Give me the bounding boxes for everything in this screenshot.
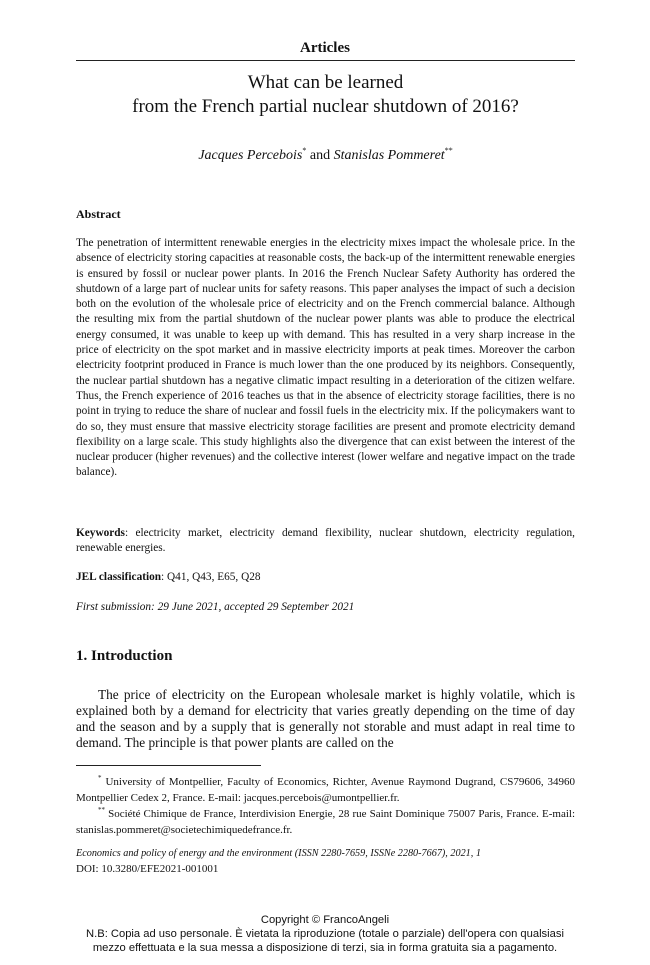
copyright-line-1: Copyright © FrancoAngeli — [260, 914, 390, 926]
footnote-rule — [76, 765, 261, 766]
author-2: Stanislas Pommeret — [333, 148, 445, 163]
author-1: Jacques Percebois — [198, 148, 303, 163]
author-conjunction: and — [309, 148, 331, 163]
section-label: Articles — [300, 40, 350, 56]
footnote-1-mark: * — [98, 774, 102, 782]
footnote-2-text: Société Chimique de France, Interdivision Energie, 28 rue Saint Dominique 75007 Paris, France. E-mail: stanislas.pommeret@societechimiquedefrance.fr. — [76, 808, 576, 836]
jel-classification — [76, 571, 261, 583]
copyright-line-3: mezzo effettuata e la sua messa a disposizione di terzi, sia in forma gratuita sia a pagamento. — [92, 942, 558, 954]
jel-label: JEL classification — [76, 571, 162, 583]
introduction-heading: 1. Introduction — [76, 648, 173, 664]
author-2-mark: ** — [444, 146, 453, 155]
abstract-heading: Abstract — [76, 207, 121, 221]
author-list — [76, 146, 575, 164]
keywords-label: Keywords — [76, 527, 125, 539]
copyright-line-2: N.B: Copia ad uso personale. È vietata la riproduzione (totale o parziale) dell'opera con qualsiasi — [86, 928, 564, 940]
copyright-notice — [0, 913, 650, 955]
article-title — [76, 71, 575, 119]
title-line-2: from the French partial nuclear shutdown of 2016? — [132, 96, 519, 117]
title-line-1: What can be learned — [247, 72, 404, 93]
submission-dates: First submission: 29 June 2021, accepted 29 September 2021 — [76, 601, 355, 613]
author-1-mark: * — [302, 146, 307, 155]
keywords-text: : electricity market, electricity demand flexibility, nuclear shutdown, electricity regulation, renewable energies. — [76, 527, 575, 555]
footnote-2 — [76, 803, 575, 838]
doi: DOI: 10.3280/EFE2021-001001 — [76, 863, 219, 875]
jel-text: : Q41, Q43, E65, Q28 — [161, 571, 261, 583]
introduction-text: The price of electricity on the European wholesale market is highly volatile, which is explained both by a demand for electricity that varies greatly depending on the time of day and the season and by a supply that is generally not storable and must adapt in real time to demand. The principle is that power plants are called on the — [76, 687, 575, 750]
footnote-1-text: University of Montpellier, Faculty of Economics, Richter, Avenue Raymond Dugrand, CS79606, 34960 Montpellier Cedex 2, France. E-mail: jacques.percebois@umontpellier.fr. — [76, 776, 575, 804]
journal-citation: Economics and policy of energy and the environment (ISSN 2280-7659, ISSNe 2280-7667), 2021, 1 — [76, 848, 481, 859]
header-rule — [76, 60, 575, 61]
keywords — [76, 526, 575, 557]
abstract-text: The penetration of intermittent renewable energies in the electricity mixes impact the wholesale price. In the absence of electricity storing capacities at reasonable costs, the back-up of the intermittent renewable energies is ensured by fossil or nuclear power plants. In 2016 the French Nuclear Safety Authority has ordered the shutdown of a large part of nuclear units for safety reasons. This paper analyses the impact of such a decision both on the evolution of the wholesale price of electricity and on the French commercial balance. Although the resulting mix from the partial shutdown of the nuclear power plants was able to produce the electrical energy consumed, it was unable to keep up with demand. This has resulted in a very sharp increase in the price of electricity on the spot market and in massive electricity imports at peak times. Moreover the carbon electricity footprint produced in France is much lower than the one produced by its neighbors. Consequently, the nuclear partial shutdown has a negative climatic impact resulting in a deterioration of the citizen welfare. Thus, the French experience of 2016 teaches us that in the absence of electricity storage facilities, there is no point in trying to reduce the share of nuclear and fossil fuels in the electricity mix. If the policymakers want to do so, they must ensure that massive electricity storage facilities are present and promote electricity demand flexibility on a large scale. This study highlights also the divergence that can exist between the interest of the nuclear producer (higher revenues) and the collective interest (lower welfare and negative impact on the trade balance). — [76, 237, 575, 479]
footnote-1 — [76, 771, 575, 806]
footnote-2-mark: ** — [98, 806, 105, 814]
